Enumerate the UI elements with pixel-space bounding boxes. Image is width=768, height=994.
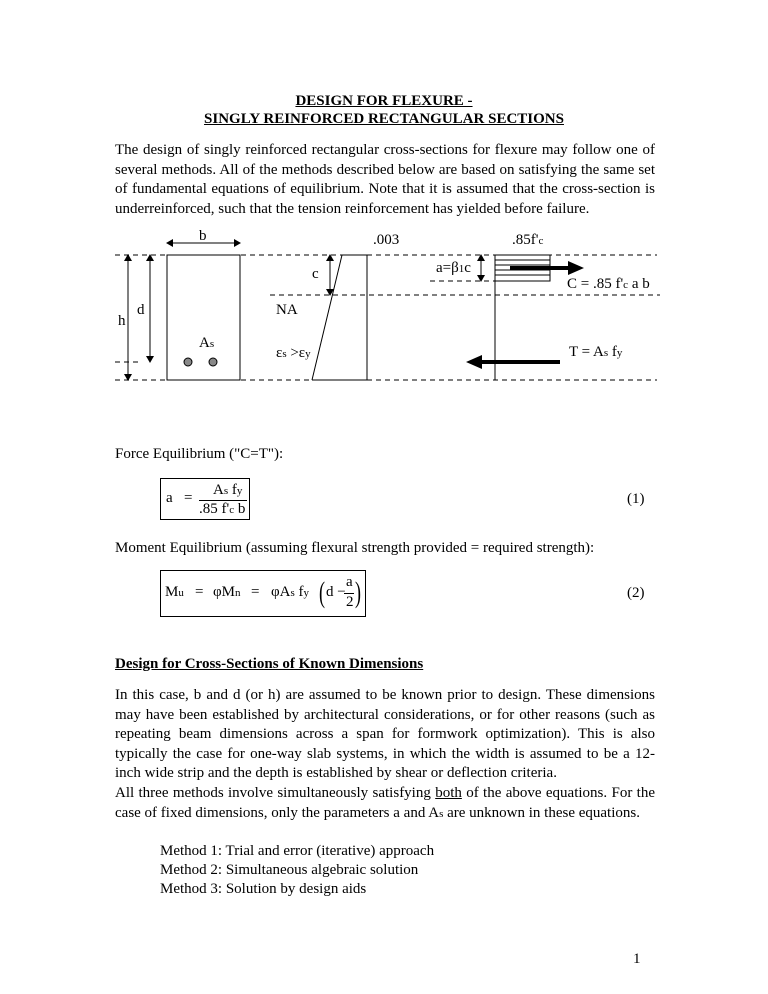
method-item: Method 1: Trial and error (iterative) approach	[160, 843, 435, 859]
eq2-left-paren: (	[319, 576, 325, 609]
intro-paragraph: The design of singly reinforced rectangular cross-sections for flexure may follow one of several methods. All of the methods described below are based on satisfying the same set of fundamental equations of equilibrium. Note that it is assumed that the cross-section is underreinforced, such that the tension reinforcement has yielded before failure.	[115, 142, 655, 217]
equation-2-number: (2)	[627, 585, 645, 601]
eq1-equals: =	[184, 490, 193, 506]
label-as: As	[199, 335, 215, 351]
eq2-frac-num: a	[346, 574, 353, 590]
eq2-right-paren: )	[355, 576, 361, 609]
beam-section	[167, 255, 240, 380]
cross-section-figure	[0, 225, 768, 390]
label-neutral-axis: NA	[276, 302, 298, 318]
three-methods-paragraph: All three methods involve simultaneously satisfying both of the above equations. For the case of fixed dimensions, only the parameters a and As are unknown in these equations.	[115, 785, 655, 821]
equation-1-box	[160, 478, 250, 520]
equation-2-box	[160, 570, 366, 617]
page-number: 1	[633, 951, 641, 967]
label-d: d	[137, 302, 145, 318]
eq1-lhs: a	[166, 490, 173, 506]
rebar-2	[209, 358, 217, 366]
label-steel-strain: εs >εy	[276, 345, 311, 361]
eq2-d-minus: d −	[326, 584, 346, 600]
eq2-frac-den: 2	[346, 594, 354, 610]
label-stress-depth: a=β1c	[436, 260, 471, 276]
eq2-rhs: φAs fy	[271, 584, 310, 600]
known-dimensions-paragraph: In this case, b and d (or h) are assumed to be known prior to design. These dimensions may have been established by architectural considerations, or for other reasons (such as repeating beam dimensions across a span for formwork optimization). This is also typically the case for one-way slab systems, in which the width is assumed to be a 12-inch wide strip and the depth is established by shear or deflection criteria.	[115, 687, 655, 781]
title-line-1: DESIGN FOR FLEXURE -	[295, 93, 473, 109]
label-tension-force: T = As fy	[569, 344, 623, 360]
label-compression-force: C = .85 f'c a b	[567, 276, 650, 292]
section-heading: Design for Cross-Sections of Known Dimensions	[115, 656, 424, 672]
label-c: c	[312, 266, 319, 282]
method-item: Method 3: Solution by design aids	[160, 881, 367, 897]
eq2-equals-1: =	[195, 584, 204, 600]
rebar-1	[184, 358, 192, 366]
force-equilibrium-label: Force Equilibrium ("C=T"):	[115, 446, 284, 462]
strain-diagram	[312, 255, 367, 380]
label-strain-top: .003	[373, 232, 400, 248]
methods-list	[160, 842, 434, 899]
method-item: Method 2: Simultaneous algebraic solution	[160, 862, 419, 878]
eq1-numerator: As fy	[213, 482, 243, 498]
moment-equilibrium-label: Moment Equilibrium (assuming flexural strength provided = required strength):	[115, 540, 595, 556]
label-stress-top: .85f'c	[512, 232, 544, 248]
eq2-mu: Mu	[165, 584, 184, 600]
equation-1-number: (1)	[627, 491, 645, 507]
label-h: h	[118, 313, 126, 329]
eq2-phi-mn: φMn	[213, 584, 241, 600]
eq1-denominator: .85 f'c b	[199, 501, 246, 517]
title-line-2: SINGLY REINFORCED RECTANGULAR SECTIONS	[204, 111, 564, 127]
eq2-equals-2: =	[251, 584, 260, 600]
label-b: b	[199, 228, 207, 244]
